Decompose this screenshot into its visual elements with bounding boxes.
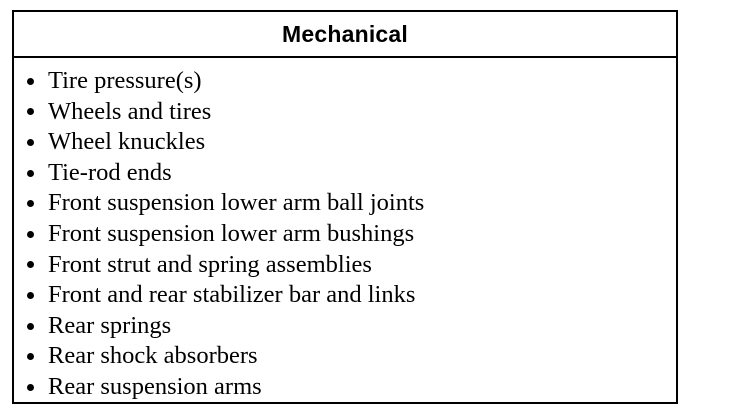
list-item-label: Wheels and tires — [48, 97, 212, 125]
list-item — [14, 311, 676, 342]
bullet-icon — [27, 231, 34, 238]
table-header-title: Mechanical — [282, 20, 408, 47]
list-item — [14, 372, 676, 403]
list-item-label: Tie-rod ends — [48, 158, 172, 186]
list-item-label: Rear suspension arms — [48, 372, 262, 400]
list-item — [14, 219, 676, 250]
list-item-label: Front suspension lower arm bushings — [48, 219, 415, 247]
mechanical-checklist-table — [12, 10, 678, 404]
bullet-icon — [27, 353, 34, 360]
list-item-label: Rear shock absorbers — [48, 342, 258, 370]
list-item — [14, 280, 676, 311]
list-item-label: Front suspension lower arm ball joints — [48, 189, 425, 217]
bullet-icon — [27, 108, 34, 115]
bullet-icon — [27, 78, 34, 85]
list-item — [14, 341, 676, 372]
bullet-icon — [27, 170, 34, 177]
bullet-icon — [27, 200, 34, 207]
list-item — [14, 250, 676, 281]
list-item — [14, 97, 676, 128]
list-item — [14, 127, 676, 158]
list-item-label: Rear springs — [48, 311, 172, 339]
bullet-icon — [27, 384, 34, 391]
list-item-label: Front strut and spring assemblies — [48, 250, 372, 278]
checklist — [14, 58, 676, 403]
bullet-icon — [27, 139, 34, 146]
list-item-label: Front and rear stabilizer bar and links — [48, 281, 416, 309]
list-item — [14, 188, 676, 219]
table-header — [14, 12, 676, 58]
bullet-icon — [27, 292, 34, 299]
bullet-icon — [27, 261, 34, 268]
list-item-label: Tire pressure(s) — [48, 67, 202, 94]
list-item-label: Wheel knuckles — [48, 128, 206, 156]
list-item — [14, 158, 676, 189]
list-item — [14, 66, 676, 97]
bullet-icon — [27, 323, 34, 330]
